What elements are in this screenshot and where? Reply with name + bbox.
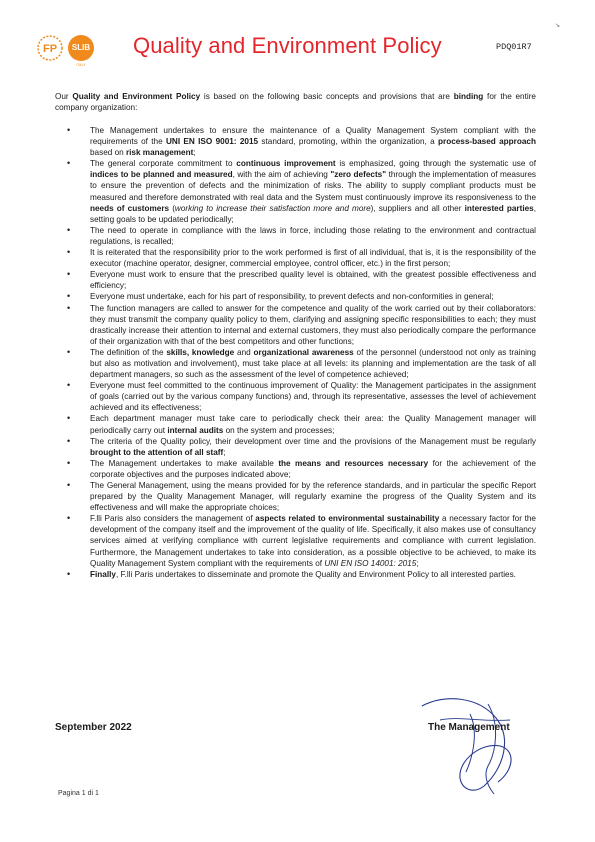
policy-item-text: through the implementation of measures to ensure the prevention of defects and the minimization of risks. The ability to supply compliant products must be measured and therefore demonstrated with real data and the System must continuously improve its responsiveness to the (90, 170, 537, 202)
policy-item (55, 569, 536, 580)
policy-item-text: , F.lli Paris undertakes to disseminate and promote the Quality and Environment Policy to all interested parties. (115, 569, 516, 579)
policy-item-italic: working to increase their satisfaction more and more (174, 203, 371, 213)
policy-item-text: The general corporate commitment to (90, 159, 237, 169)
bullet-icon: • (67, 513, 71, 524)
policy-item-text: The definition of the (90, 347, 167, 357)
intro-bold: Quality and Environment Policy (72, 92, 201, 101)
policy-item-text: F.lli Paris also considers the management of (90, 514, 256, 524)
policy-item-text: Everyone must feel committed to the continuous improvement of Quality: the Management participates in the assignment of goals (carried out by the various company functions) and, through its representative, assesses the level of achievement achieved and its effectiveness; (90, 381, 536, 413)
policy-item-text: for the achievement of the corporate objectives and the purposes indicated above; (90, 458, 536, 479)
policy-item-text: on the system and processes; (223, 425, 335, 435)
policy-item-emphasis: the means and resources necessary (278, 458, 429, 468)
policy-item (55, 413, 536, 435)
intro-bold: binding (453, 92, 484, 101)
policy-item-emphasis: continuous improvement (236, 159, 336, 169)
bullet-icon: • (67, 413, 71, 424)
logo-italy-text: ITALY (76, 63, 86, 67)
policy-item-text: standard, promoting, within the organization, a (258, 137, 438, 147)
policy-item-text: Everyone must work to ensure that the prescribed quality level is obtained, with the greatest possible effectiveness and efficiency; (90, 270, 536, 291)
policy-item (55, 125, 536, 158)
intro-text: Our (55, 92, 73, 101)
policy-item-emphasis: "zero defects" (330, 170, 387, 180)
policy-item-text: and (234, 347, 254, 357)
intro-paragraph (55, 91, 536, 113)
policy-item-text: is emphasized, going through the systematic use of (335, 159, 537, 169)
bullet-icon: • (67, 435, 71, 446)
scan-mark: ↘ (555, 23, 561, 29)
policy-item-emphasis: skills, knowledge (166, 347, 235, 357)
policy-item (55, 225, 536, 247)
policy-item (55, 158, 536, 225)
bullet-icon: • (67, 269, 71, 280)
page-title: Quality and Environment Policy (133, 33, 442, 58)
policy-item-text: It is reiterated that the responsibility prior to the work performed is first of all individual, that is, it is the responsibility of the executor (machine operator, designer, commercial employee, control officer, etc.) in the first person; (90, 248, 536, 269)
policy-item-emphasis: brought to the attention of all staff (90, 447, 224, 457)
policy-item (55, 291, 536, 302)
bullet-icon: • (67, 224, 71, 235)
policy-item-emphasis: interested parties (464, 203, 534, 213)
policy-item-italic: UNI EN ISO 14001: 2015 (324, 558, 417, 568)
bullet-icon: • (67, 302, 71, 313)
policy-item (55, 380, 536, 413)
policy-item-text: based on (90, 148, 126, 158)
intro-text: is based on the following basic concepts and provisions that are (200, 92, 454, 101)
signature-label: The Management (428, 722, 510, 733)
policy-item-text: ), suppliers and all other (370, 203, 465, 213)
logo-slib-text: SLIB (71, 43, 91, 52)
policy-item-text: ; (416, 558, 419, 568)
signature-graphic (400, 690, 540, 800)
policy-item-emphasis: needs of customers (90, 203, 170, 213)
bullet-icon: • (67, 480, 71, 490)
policy-list (55, 125, 536, 580)
policy-item-text: ; (223, 447, 226, 457)
policy-item (55, 269, 536, 291)
logo-fp-text: FP (42, 43, 58, 55)
policy-item-text: The Management undertakes to make available (90, 458, 279, 468)
policy-item-emphasis: internal audits (167, 425, 224, 435)
bullet-icon: • (67, 346, 71, 357)
policy-item-text: The Management undertakes to ensure the maintenance of a Quality Management System compliant with the requirements of the (90, 126, 536, 147)
policy-item (55, 247, 536, 269)
bullet-icon: • (67, 125, 71, 135)
company-logo (35, 33, 120, 68)
policy-item-text: Everyone must undertake, each for his part of responsibility, to prevent defects and non-conformities in general; (90, 292, 494, 302)
policy-item-text: ( (169, 203, 175, 213)
policy-item-text: The General Management, using the means provided for by the reference standards, and in particular the specific Report prepared by the Quality Management Manager, will regularly examine the progress of the Quality System and its effectiveness and will make the appropriate choices; (90, 481, 536, 513)
page-number: Pagina 1 di 1 (58, 790, 99, 797)
document-code: PDQ01R7 (496, 42, 532, 52)
bullet-icon: • (67, 247, 71, 258)
policy-item-text: a necessary factor for the development of the company itself and the improvement of the quality of life. Specifically, it also makes use of consultancy services aimed at verifying compliance with current legislative requirements and compliance with current legislation. Furthermore, the Management undertakes to take into consideration, as a possible objective to be achieved, to make its Quality Management System compliant with the requirements of (90, 514, 536, 568)
policy-item-text: , with the aim of achieving (232, 170, 331, 180)
bullet-icon: • (67, 568, 71, 579)
policy-item-emphasis: indices to be planned and measured (90, 170, 233, 180)
bullet-icon: • (67, 158, 71, 169)
policy-item-text: Each department manager must take care to periodically check their area: the Quality Management manager will periodically carry out (90, 414, 536, 435)
policy-item-emphasis: aspects related to environmental sustainability (255, 514, 440, 524)
policy-item-emphasis: risk management (125, 148, 194, 158)
policy-item-text: The criteria of the Quality policy, their development over time and the provisions of the Management must be regularly (90, 436, 536, 446)
policy-item-text: , setting goals to be updated periodically; (90, 203, 536, 224)
bullet-icon: • (67, 457, 71, 468)
policy-item (55, 303, 536, 347)
policy-item-text: The need to operate in compliance with the laws in force, including those relating to the environment and contractual regulations, is recalled; (90, 225, 536, 246)
policy-item (55, 480, 536, 513)
policy-item-text: of the personnel (understood not only as training but also as motivation and involvement), must take place at all levels: its planning and implementation are the task of all department managers, so such as the assessment of the level of competence achieved; (90, 347, 536, 380)
document-date: September 2022 (55, 722, 132, 733)
policy-item (55, 347, 536, 380)
policy-item-text: ; (193, 148, 196, 158)
bullet-icon: • (67, 380, 71, 391)
policy-item-emphasis: Finally (90, 569, 116, 579)
policy-item-emphasis: organizational awareness (253, 347, 354, 357)
bullet-icon: • (67, 291, 71, 302)
policy-item (55, 436, 536, 458)
policy-item-emphasis: process-based approach (438, 137, 536, 147)
document-header (0, 0, 595, 80)
policy-item (55, 458, 536, 480)
intro-text: for the entire company organization: (55, 92, 536, 112)
policy-item (55, 513, 536, 568)
policy-item-emphasis: UNI EN ISO 9001: 2015 (166, 137, 259, 147)
policy-item-text: The function managers are called to answer for the competence and quality of the work carried out by their collaborators: they must transmit the company quality policy to them, clarifying and assigning specific responsibilities to each; they must drastically increase their attention to internal and external customers, they must also periodically compare the performance of their organization with that of the best competitors and other functions; (90, 303, 536, 346)
